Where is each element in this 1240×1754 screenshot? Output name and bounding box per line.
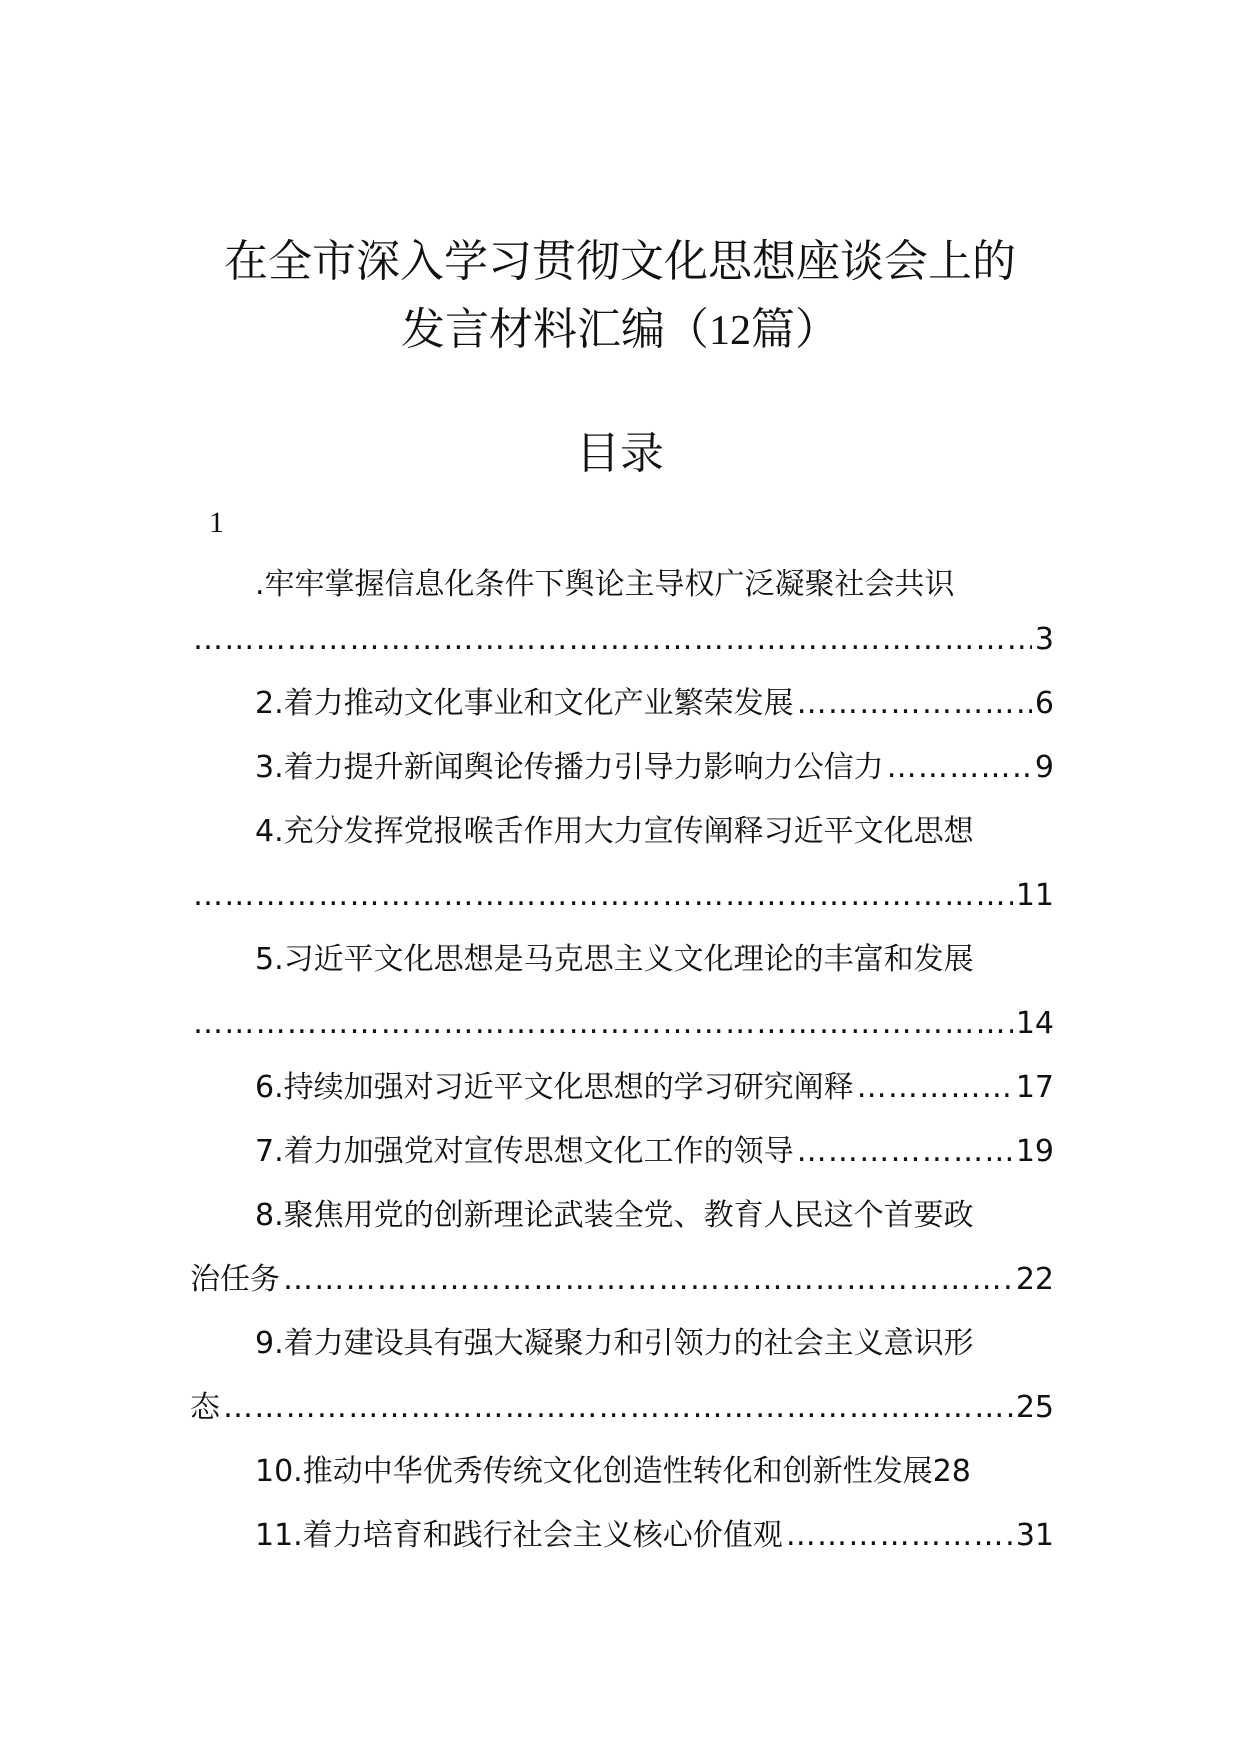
toc-entry-1-page: 3 [1034, 622, 1054, 657]
toc-entry-10-text: 10.推动中华优秀传统文化创造性转化和创新性发展 [255, 1454, 933, 1489]
toc-leader-dots [786, 1516, 1013, 1556]
toc-leader-dots [857, 1068, 1013, 1108]
toc-entry-3 [255, 748, 1054, 788]
toc-heading: 目录 [576, 428, 664, 479]
toc-entry-9-line-1: 9.着力建设具有强大凝聚力和引领力的社会主义意识形 [255, 1326, 974, 1361]
toc-entry-4-line-1: 4.充分发挥党报喉舌作用大力宣传阐释习近平文化思想 [255, 814, 974, 849]
toc-leader-dots [223, 1388, 1013, 1428]
toc-leader-dots [283, 1260, 1013, 1300]
toc-leader-dots [193, 1004, 1013, 1044]
toc-entry-6-text: 6.持续加强对习近平文化思想的学习研究阐释 [255, 1070, 854, 1105]
toc-entry-11 [255, 1516, 1054, 1556]
document-title-line-2 [120, 304, 1120, 355]
toc-entry-4-line-2 [190, 876, 1054, 916]
toc-entry-2-page: 6 [1034, 686, 1054, 721]
toc-entry-5-line-2 [190, 1004, 1054, 1044]
toc-entry-9-page: 25 [1015, 1390, 1054, 1425]
toc-entry-11-page: 31 [1015, 1518, 1054, 1553]
toc-entry-8-line-1: 8.聚焦用党的创新理论武装全党、教育人民这个首要政 [255, 1198, 974, 1233]
toc-entry-7-page: 19 [1015, 1134, 1054, 1169]
toc-leader-dots [887, 748, 1032, 788]
toc-entry-9-line-2 [190, 1388, 1054, 1428]
toc-entry-3-text: 3.着力提升新闻舆论传播力引导力影响力公信力 [255, 750, 884, 785]
document-title-line-1: 在全市深入学习贯彻文化思想座谈会上的 [224, 236, 1016, 287]
toc-entry-4-page: 11 [1015, 878, 1054, 913]
toc-entry-11-text: 11.着力培育和践行社会主义核心价值观 [255, 1518, 783, 1553]
toc-entry-9-text-continued: 态 [190, 1390, 220, 1425]
title-line-2-count: 12 [709, 308, 751, 354]
toc-leader-dots [797, 1132, 1013, 1172]
toc-leader-dots [193, 620, 1032, 660]
toc-entry-1-line-1: .牢牢掌握信息化条件下舆论主导权广泛凝聚社会共识 [255, 567, 955, 602]
toc-leader-dots [193, 876, 1013, 916]
toc-entry-5-page: 14 [1015, 1006, 1054, 1041]
toc-entry-6-page: 17 [1015, 1070, 1054, 1105]
title-line-2-text: 发言材料汇编（ [401, 304, 709, 355]
toc-entry-8-line-2 [190, 1260, 1054, 1300]
toc-entry-1-line-2 [190, 620, 1054, 660]
title-line-2-suffix: 篇） [751, 304, 839, 355]
toc-first-number: 1 [209, 506, 224, 539]
toc-entry-2 [255, 684, 1054, 724]
toc-entry-6 [255, 1068, 1054, 1108]
toc-entry-7 [255, 1132, 1054, 1172]
toc-entry-10 [255, 1452, 1054, 1492]
toc-entry-2-text: 2.着力推动文化事业和文化产业繁荣发展 [255, 686, 794, 721]
toc-entry-7-text: 7.着力加强党对宣传思想文化工作的领导 [255, 1134, 794, 1169]
toc-entry-3-page: 9 [1034, 750, 1054, 785]
toc-entry-5-line-1: 5.习近平文化思想是马克思主义文化理论的丰富和发展 [255, 942, 974, 977]
toc-leader-dots [797, 684, 1032, 724]
toc-entry-10-page: 28 [932, 1454, 971, 1489]
toc-entry-8-text-continued: 治任务 [190, 1262, 280, 1297]
toc-entry-8-page: 22 [1015, 1262, 1054, 1297]
